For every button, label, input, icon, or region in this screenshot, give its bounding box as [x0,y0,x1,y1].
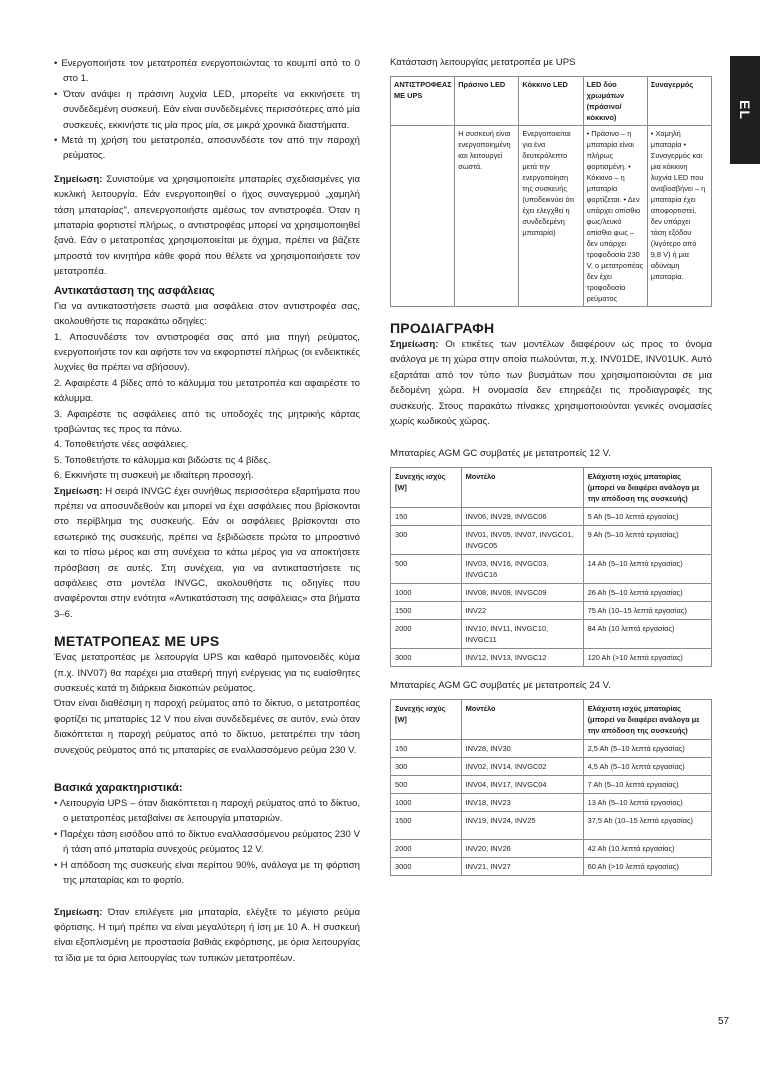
table-header-cell: LED δύο χρωμάτων (πράσινο/ κόκκινο) [583,77,647,126]
table-cell: 2000 [391,620,462,649]
page-number: 57 [718,1016,730,1027]
table24-caption: Μπαταρίες AGM GC συμβατές με μετατροπείς 24 V. [390,680,611,692]
table-header-cell: Πράσινο LED [455,77,519,126]
table-row [391,508,712,526]
note-text: Όταν επιλέγετε μια μπαταρία, ελέγξτε το μέγιστο ρεύμα φόρτισης. Η τιμή πρέπει να είναι μεγαλύτερη ή ίση με 10 A. Η συσκευή είναι εξοπλισμένη με προστασία βαθιάς εκφόρτισης, με όρια λειτουργίας τα ίδια με τα όρια λειτουργίας των τυπικών μετατροπέων. [54,906,360,964]
battery-table-12v [390,467,712,667]
table-cell: INV28, INV30 [461,740,583,758]
table-cell: 60 Ah (>10 λεπτά εργασίας) [583,858,711,876]
list-item: • Λειτουργία UPS – όταν διακόπτεται η παροχή ρεύματος από το δίκτυο, ο μετατροπέας μεταβαίνει σε λειτουργία μπαταριών. [54,796,360,827]
table-cell: INV18, INV23 [461,794,583,812]
table-row [391,776,712,794]
table-cell: 120 Ah (>10 λεπτά εργασίας) [583,649,711,667]
table-cell: 2,5 Ah (5–10 λεπτά εργασίας) [583,740,711,758]
table-row [391,620,712,649]
fuse-heading: Αντικατάσταση της ασφάλειας [54,284,215,297]
spec-note [390,337,712,429]
table-cell: 1000 [391,584,462,602]
table-cell: • Χαμηλή μπαταρία • Συναγερμός και μια κόκκινη λυχνία LED που αναβοσβήνει – η μπαταρία έχει αποφορτιστεί, δεν υπάρχει τάση εξόδου (λιγότερο από 9,8 V) ή μια αδύναμη μπαταρία. [647,126,711,307]
table-row [391,649,712,667]
list-item: • Η απόδοση της συσκευής είναι περίπου 90%, ανάλογα με τη φόρτιση της μπαταρίας και το φορτίο. [54,858,360,889]
table-cell: 2000 [391,840,462,858]
ups-paragraph: Όταν είναι διαθέσιμη η παροχή ρεύματος από το δίκτυο, ο μετατροπέας φορτίζει τις μπαταρίες 12 V που είναι συνδεδεμένες σε αυτόν, ενώ όταν διακόπτεται η παροχή ρεύματος από το δίκτυο, μετατρέπει την τάση συνεχούς ρεύματος από τις μπαταρίες σε εναλλασσόμενο ρεύμα 230 V. [54,698,360,756]
table-header-row [391,700,712,740]
note-text: Οι ετικέτες των μοντέλων διαφέρουν ως προς το όνομα ανάλογα με τη χώρα στην οποία πωλούνται, π.χ. INV01DE, INV01UK. Αυτό εξαρτάται από τον τύπο των βυσμάτων που χρησιμοποιούνται σε μια δεδομένη χώρα. Η ονομασία δεν επηρεάζει τις προδιαγραφές της συσκευής. Στους παρακάτω πίνακες χρησιμοποιούνται γενικές ονομασίες χωρίς κωδικούς χώρας. [390,339,712,428]
table-row [391,584,712,602]
note-paragraph [54,484,360,623]
ups-paragraph: Ένας μετατροπέας με λειτουργία UPS και καθαρό ημιτονοειδές κύμα (π.χ. INV07) θα παρέχει μια σταθερή πηγή ενέργειας για τις ευαίσθητες συσκευές κατά τη διάρκεια διακοπών ρεύματος. [54,652,360,695]
table-cell: 37,5 Ah (10–15 λεπτά εργασίας) [583,812,711,840]
table-row [391,794,712,812]
language-tab-label: EL [737,100,753,120]
table-cell: 3000 [391,649,462,667]
fuse-step: 5. Τοποθετήστε το κάλυμμα και βιδώστε τις 4 βίδες. [54,454,271,466]
table-cell: 500 [391,555,462,584]
table-cell: 1000 [391,794,462,812]
table-cell: 9 Ah (5–10 λεπτά εργασίας) [583,526,711,555]
table-cell: INV22 [461,602,583,620]
table-row [391,526,712,555]
table-header-cell: Ελάχιστη ισχύς μπαταρίας (μπορεί να διαφέρει ανάλογα με την απόδοση της συσκευής) [583,468,711,508]
table-cell: 300 [391,526,462,555]
table-row [391,758,712,776]
features-list [54,796,360,888]
language-tab [730,56,760,164]
table-cell: INV10, INV11, INVGC10, INVGC11 [461,620,583,649]
table-cell: Η συσκευή είναι ενεργοποιημένη και λειτουργεί σωστά. [455,126,519,307]
note-paragraph [54,172,360,280]
table12-caption: Μπαταρίες AGM GC συμβατές με μετατροπείς 12 V. [390,448,611,460]
table-cell: 13 Ah (5–10 λεπτά εργασίας) [583,794,711,812]
table-header-cell: Συνεχής ισχύς [W] [391,700,462,740]
list-item: • Μετά τη χρήση του μετατροπέα, αποσυνδέστε τον από την παροχή ρεύματος. [54,133,360,164]
table-cell: INV08, INV09, INVGC09 [461,584,583,602]
fuse-step: 4. Τοποθετήστε νέες ασφάλειες. [54,439,189,451]
table-cell: 1500 [391,812,462,840]
table-row [391,126,712,307]
table-cell: INV21, INV27 [461,858,583,876]
note-text: Συνιστούμε να χρησιμοποιείτε μπαταρίες σχεδιασμένες για κυκλική λειτουργία. Εάν ενεργοποιηθεί ο ήχος συναγερμού „χαμηλή τάση μπαταρίας", απενεργοποιήστε αμέσως τον αντιστροφέα. Όταν η μπαταρία φορτιστεί πλήρως, ο αντιστροφέας μπορεί να χρησιμοποιηθεί ξανά. Εάν ο μετατροπέας χρησιμοποιείται με όχημα, πρέπει να βάζετε μπροστά τον κινητήρα κάθε φορά που θέλετε να χρησιμοποιήσετε τον μετατροπέα. [54,173,360,278]
table-row [391,602,712,620]
table-cell: 300 [391,758,462,776]
table-row [391,812,712,840]
ups-status-table [390,76,712,307]
table-row [391,840,712,858]
instructions-list [54,56,360,164]
table-row [391,740,712,758]
list-item: • Παρέχει τάση εισόδου από το δίκτυο εναλλασσόμενου ρεύματος 230 V ή τάση από μπαταρία συνεχούς ρεύματος 12 V. [54,827,360,858]
fuse-step: 2. Αφαιρέστε 4 βίδες από το κάλυμμα του μετατροπέα και αφαιρέστε το κάλυμμα. [54,377,360,405]
table-cell: 500 [391,776,462,794]
table-cell: INV04, INV17, INVGC04 [461,776,583,794]
table-header-cell: Μοντέλο [461,468,583,508]
left-column [54,56,360,966]
table-cell: INV20, INV26 [461,840,583,858]
table-cell: 26 Ah (5–10 λεπτά εργασίας) [583,584,711,602]
list-item: • Ενεργοποιήστε τον μετατροπέα ενεργοποιώντας το κουμπί από το 0 στο 1. [54,56,360,87]
battery-table-24v [390,699,712,876]
note-label: Σημείωση: [54,906,103,918]
table-cell: 5 Ah (5–10 λεπτά εργασίας) [583,508,711,526]
table-header-cell: Μοντέλο [461,700,583,740]
table-row [391,555,712,584]
fuse-intro: Για να αντικαταστήσετε σωστά μια ασφάλεια στον αντιστροφέα σας, ακολουθήστε τις παρακάτω οδηγίες: [54,300,360,328]
fuse-step: 6. Εκκινήστε τη συσκευή με ιδιαίτερη προσοχή. [54,470,254,482]
table-cell: 4,5 Ah (5–10 λεπτά εργασίας) [583,758,711,776]
ups-table-caption: Κατάσταση λειτουργίας μετατροπέα με UPS [390,57,576,68]
right-column [390,56,712,876]
fuse-step: 1. Αποσυνδέστε τον αντιστροφέα σας από μια πηγή ρεύματος, ενεργοποιήστε τον και αφήστε τον να εκφορτιστεί πλήρως (οι ενδεικτικές λυχνίες θα πρέπει να σβήσουν). [54,331,360,374]
note-paragraph [54,905,360,967]
list-item: • Όταν ανάψει η πράσινη λυχνία LED, μπορείτε να εκκινήσετε τη συνδεδεμένη συσκευή. Εάν είναι συνδεδεμένες περισσότερες από μία συσκευές, εκκινήστε τις μία προς μία, σε μικρά χρονικά διαστήματα. [54,87,360,133]
table-header-row [391,468,712,508]
fuse-step: 3. Αφαιρέστε τις ασφάλειες από τις υποδοχές της μητρικής κάρτας τραβώντας τες προς τα πάνω. [54,408,360,435]
table-header-cell: ΑΝΤΙΣΤΡΟΦΕΑΣ ΜΕ UPS [391,77,455,126]
note-label: Σημείωση: [54,485,103,497]
table-header-cell: Κόκκινο LED [519,77,583,126]
note-label: Σημείωση: [54,173,103,185]
table-cell: 14 Ah (5–10 λεπτά εργασίας) [583,555,711,584]
table-header-cell: Συναγερμός [647,77,711,126]
table-cell: 7 Ah (5–10 λεπτά εργασίας) [583,776,711,794]
table-header-cell: Συνεχής ισχύς [W] [391,468,462,508]
table-cell: INV02, INV14, INVGC02 [461,758,583,776]
table-cell: 150 [391,740,462,758]
ups-heading: ΜΕΤΑΤΡΟΠΕΑΣ ΜΕ UPS [54,633,220,650]
table-header-cell: Ελάχιστη ισχύς μπαταρίας (μπορεί να διαφέρει ανάλογα με την απόδοση της συσκευής) [583,700,711,740]
table-cell: INV06, INV29, INVGC06 [461,508,583,526]
features-heading: Βασικά χαρακτηριστικά: [54,782,183,795]
table-cell: 42 Ah (10 λεπτά εργασίας) [583,840,711,858]
note-label: Σημείωση: [390,339,439,350]
table-cell: INV19, INV24, INV25 [461,812,583,840]
table-cell: INV03, INV16, INVGC03, INVGC16 [461,555,583,584]
table-cell: INV12, INV13, INVGC12 [461,649,583,667]
table-cell: 3000 [391,858,462,876]
note-text: Η σειρά INVGC έχει συνήθως περισσότερα εξαρτήματα που πρέπει να αποσυνδεθούν και μπορεί να έχει ασφάλειες που βρίσκονται στο περίβλημα της συσκευής. Εάν οι ασφάλειες βρίσκονται στο εσωτερικό της συσκευής, πρέπει να ξεβιδώσετε πρώτα το μπροστινό και το πίσω μέρος και στη συνέχεια το κάτω μέρος για να αποκτήσετε πρόσβαση σε αυτές. Στη συνέχεια, για να αντικαταστήσετε τις ασφάλειες στα μοντέλα INVGC, ακολουθήστε τις οδηγίες που αναφέρονται στην ενότητα «Αντικατάσταση της ασφάλειας» στα βήματα 3–6. [54,485,360,620]
table-cell: Ενεργοποιείται για ένα δευτερόλεπτο μετά την ενεργοποίηση της συσκευής (υποδεικνύει ότι έχει ελεγχθεί η συνδεδεμένη μπαταρία) [519,126,583,307]
table-cell: 75 Ah (10–15 λεπτά εργασίας) [583,602,711,620]
table-cell: 1500 [391,602,462,620]
spec-heading: ΠΡΟΔΙΑΓΡΑΦΗ [390,320,495,336]
table-row [391,858,712,876]
table-cell: 84 Ah (10 λεπτά εργασίας) [583,620,711,649]
table-cell [391,126,455,307]
table-cell: INV01, INV05, INV07, INVGC01, INVGC05 [461,526,583,555]
table-header-row [391,77,712,126]
table-cell: 150 [391,508,462,526]
table-cell: • Πράσινο – η μπαταρία είναι πλήρως φορτισμένη. • Κόκκινο – η μπαταρία φορτίζεται. • Δεν υπάρχει οπίσθιο φως/λευκό οπίσθιο φως – δεν υπάρχει τροφοδοσία 230 V, ο μετατροπέας δεν έχει τροφοδοσία ρεύματος [583,126,647,307]
